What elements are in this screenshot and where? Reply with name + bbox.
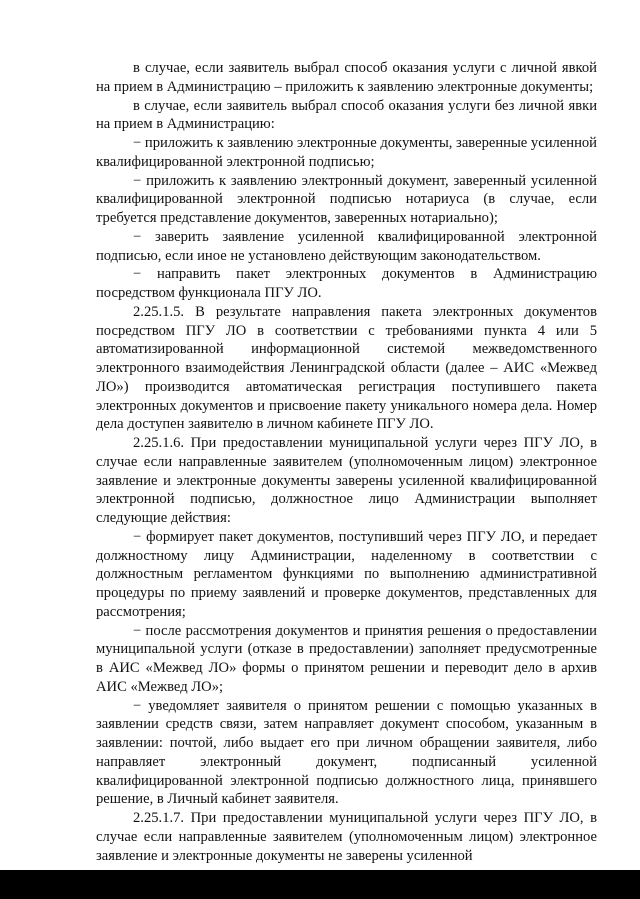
list-item: − заверить заявление усиленной квалифицированной электронной подписью, если иное не установлено действующим законодательством.	[96, 228, 597, 264]
list-item: − приложить к заявлению электронный документ, заверенный усиленной квалифицированной электронной подписью нотариуса (в случае, если требуется представление документов, заверенных нотариально);	[96, 172, 597, 226]
document-body	[96, 59, 597, 865]
scan-edge-bar	[0, 870, 640, 899]
paragraph: 2.25.1.7. При предоставлении муниципальной услуги через ПГУ ЛО, в случае если направленные заявителем (уполномоченным лицом) электронное заявление и электронные документы не заверены усиленной	[96, 810, 597, 864]
paragraph: в случае, если заявитель выбрал способ оказания услуги без личной явки на прием в Администрацию:	[96, 97, 597, 133]
paragraph: в случае, если заявитель выбрал способ оказания услуги с личной явкой на прием в Администрацию – приложить к заявлению электронные документы;	[96, 60, 597, 95]
list-item: − формирует пакет документов, поступивший через ПГУ ЛО, и передает должностному лицу Администрации, наделенному в соответствии с должностным регламентом функциями по выполнению административной процедуры по приему заявлений и проверке документов, представленных для рассмотрения;	[96, 528, 597, 620]
list-item: − приложить к заявлению электронные документы, заверенные усиленной квалифицированной электронной подписью;	[96, 135, 597, 170]
list-item: − направить пакет электронных документов в Администрацию посредством функционала ПГУ ЛО.	[96, 266, 597, 301]
paragraph: 2.25.1.5. В результате направления пакета электронных документов посредством ПГУ ЛО в соответствии с требованиями пункта 4 или 5 автоматизированной информационной системой межведомственного электронного взаимодействия Ленинградской области (далее – АИС «Межвед ЛО») производится автоматическая регистрация поступившего пакета электронных документов и присвоение пакету уникального номера дела. Номер дела доступен заявителю в личном кабинете ПГУ ЛО.	[96, 303, 597, 433]
list-item: − уведомляет заявителя о принятом решении с помощью указанных в заявлении средств связи, затем направляет документ способом, указанным в заявлении: почтой, либо выдает его при личном обращении заявителя, либо направляет электронный документ, подписанный усиленной квалифицированной электронной подписью должностного лица, принявшего решение, в Личный кабинет заявителя.	[96, 697, 597, 808]
list-item: − после рассмотрения документов и принятия решения о предоставлении муниципальной услуги (отказе в предоставлении) заполняет предусмотренные в АИС «Межвед ЛО» формы о принятом решении и переводит дело в архив АИС «Межвед ЛО»;	[96, 622, 597, 695]
paragraph: 2.25.1.6. При предоставлении муниципальной услуги через ПГУ ЛО, в случае если направленные заявителем (уполномоченным лицом) электронное заявление и электронные документы заверены усиленной квалифицированной электронной подписью, должностное лицо Администрации выполняет следующие действия:	[96, 435, 597, 526]
